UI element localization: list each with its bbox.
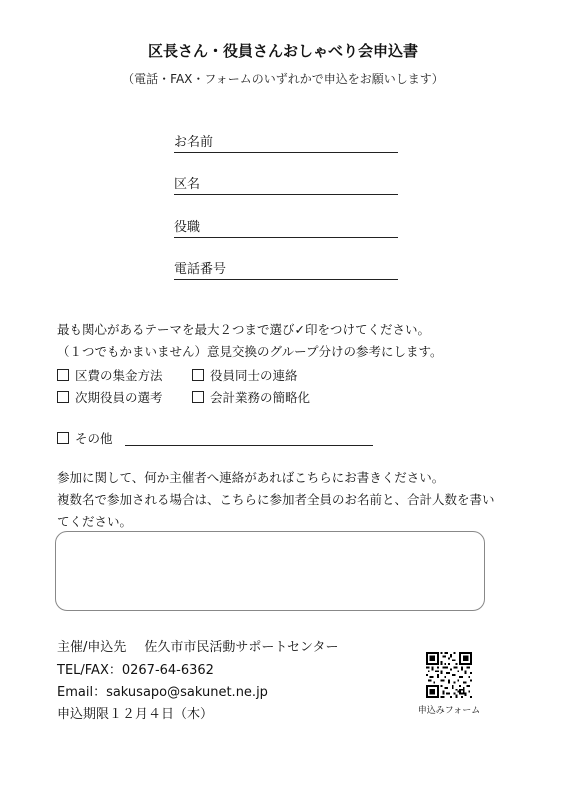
theme-instruction-2: （１つでもかまいません）意見交換のグループ分けの参考にします。 [57,344,443,359]
deadline: 申込期限１２月４日（木） [57,707,214,722]
organizer-line [57,636,338,655]
tel-fax: TEL/FAX：0267-64-6362 [57,663,214,678]
form-subtitle: （電話・FAX・フォームのいずれかで申込をお願いします） [122,72,444,86]
theme-instruction-1: 最も関心があるテーマを最大２つまで選び✓印をつけてください。 [57,322,430,337]
option-officer-contact[interactable] [192,366,298,384]
option-label: 次期役員の選考 [75,390,163,405]
organizer-label: 主催/申込先 [57,640,127,655]
option-next-officer-selection[interactable] [57,388,163,406]
option-fee-collection[interactable] [57,366,163,384]
notes-line-2: 複数名で参加される場合は、こちらに参加者全員のお名前と、合計人数を書い [57,492,495,507]
position-field[interactable]: 役職 [174,219,398,238]
checkbox-icon[interactable] [57,391,69,403]
option-accounting-simplification[interactable] [192,388,310,406]
other-input-line[interactable] [125,444,373,446]
phone-field[interactable]: 電話番号 [174,261,398,280]
notes-line-3: てください。 [57,514,133,529]
notes-textarea[interactable] [55,531,485,611]
notes-line-1: 参加に関して、何か主催者へ連絡があればこちらにお書きください。 [57,470,445,485]
qr-code-icon[interactable] [426,652,472,698]
organizer-name: 佐久市市民活動サポートセンター [144,640,339,655]
district-field[interactable]: 区名 [174,176,398,195]
checkbox-icon[interactable] [192,369,204,381]
option-other[interactable] [57,429,113,447]
checkbox-icon[interactable] [57,369,69,381]
option-label: 役員同士の連絡 [210,368,298,383]
form-title: 区長さん・役員さんおしゃべり会申込書 [147,42,418,60]
checkbox-icon[interactable] [192,391,204,403]
name-field[interactable]: お名前 [174,134,398,153]
option-label: 会計業務の簡略化 [210,390,311,405]
email: Email：sakusapo@sakunet.ne.jp [57,685,268,700]
qr-label: 申込みフォーム [417,706,481,716]
checkbox-icon[interactable] [57,432,69,444]
option-label: 区費の集金方法 [75,368,163,383]
option-label: その他 [75,431,113,446]
